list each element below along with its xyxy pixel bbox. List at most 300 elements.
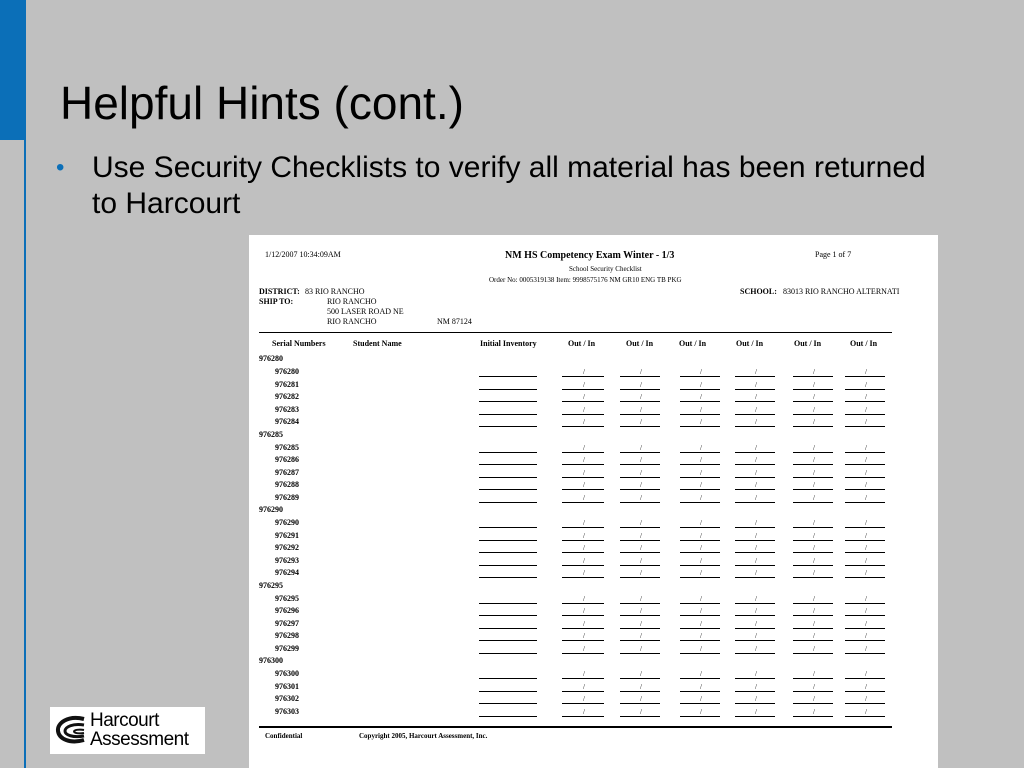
col-out-in-5: Out / In [794,339,822,348]
out-in-blank [735,481,775,490]
slash-divider: / [583,481,585,489]
out-in-blank [735,594,775,604]
out-in-blank [845,556,885,566]
out-in-blank [793,695,833,704]
slash-divider: / [583,619,585,628]
out-in-blank [793,519,833,528]
slash-divider: / [813,493,815,502]
slash-divider: / [640,405,642,414]
slash-divider: / [813,569,815,577]
table-row [249,468,938,480]
logo-line2: Assessment [90,729,189,750]
out-in-blank [735,493,775,503]
slash-divider: / [640,380,642,389]
slash-divider: / [755,481,757,489]
slash-divider: / [865,670,867,678]
out-in-blank [793,619,833,629]
slash-divider: / [640,607,642,615]
out-in-blank [845,594,885,604]
doc-footer-copyright: Copyright 2005, Harcourt Assessment, Inc. [359,732,488,740]
out-in-blank [620,707,660,717]
table-row [249,644,938,656]
doc-subtitle: School Security Checklist [569,265,642,273]
out-in-blank [680,418,720,427]
slash-divider: / [583,531,585,540]
slash-divider: / [813,393,815,401]
col-out-in-6: Out / In [850,339,878,348]
out-in-blank [680,380,720,390]
slash-divider: / [640,619,642,628]
slash-divider: / [865,544,867,552]
slash-divider: / [865,368,867,376]
slash-divider: / [700,670,702,678]
table-row [249,543,938,555]
slash-divider: / [640,481,642,489]
doc-timestamp: 1/12/2007 10:34:09AM [265,250,341,259]
serial-number: 976302 [275,694,299,703]
initial-inventory-blank [479,464,537,465]
slash-divider: / [813,418,815,426]
out-in-blank [620,468,660,478]
slash-divider: / [755,619,757,628]
harcourt-logo [50,707,205,754]
slash-divider: / [583,594,585,603]
col-out-in-2: Out / In [626,339,654,348]
slash-divider: / [640,682,642,691]
slash-divider: / [755,405,757,414]
doc-header-rule [259,332,892,333]
out-in-blank [620,380,660,390]
col-initial-inventory: Initial Inventory [480,339,537,348]
out-in-blank [793,556,833,566]
slash-divider: / [583,682,585,691]
slash-divider: / [755,632,757,640]
out-in-blank [562,531,604,541]
slash-divider: / [755,544,757,552]
table-row [249,405,938,417]
serial-number: 976288 [275,480,299,489]
slash-divider: / [700,556,702,565]
out-in-blank [562,456,604,465]
slash-divider: / [755,644,757,653]
out-in-blank [680,682,720,692]
slash-divider: / [865,380,867,389]
table-row [249,443,938,455]
out-in-blank [620,493,660,503]
serial-group-label: 976285 [259,429,283,439]
col-serial-numbers: Serial Numbers [272,339,326,348]
table-row [249,380,938,392]
out-in-blank [845,544,885,553]
serial-number: 976286 [275,455,299,464]
serial-number: 976290 [275,518,299,527]
slash-divider: / [813,519,815,527]
slash-divider: / [865,393,867,401]
out-in-blank [620,670,660,679]
initial-inventory-blank [479,452,537,453]
out-in-blank [735,443,775,453]
slash-divider: / [583,380,585,389]
slash-divider: / [865,519,867,527]
out-in-blank [680,556,720,566]
doc-school-label: SCHOOL: [740,287,777,296]
serial-group-label: 976280 [259,354,283,363]
out-in-blank [845,632,885,641]
slash-divider: / [700,443,702,452]
doc-page-number: Page 1 of 7 [815,250,852,259]
table-row [249,531,938,543]
slash-divider: / [865,594,867,603]
slash-divider: / [755,556,757,565]
slash-divider: / [865,531,867,540]
out-in-blank [735,707,775,717]
slash-divider: / [865,456,867,464]
initial-inventory-blank [479,565,537,566]
out-in-blank [562,707,604,717]
slash-divider: / [755,569,757,577]
slash-divider: / [583,607,585,615]
serial-group-label: 976290 [259,505,283,514]
serial-number: 976297 [275,618,299,628]
doc-district-value: 83 RIO RANCHO [305,287,365,296]
slash-divider: / [865,682,867,691]
out-in-blank [793,544,833,553]
slash-divider: / [813,380,815,389]
out-in-blank [735,468,775,478]
out-in-blank [562,556,604,566]
out-in-blank [793,481,833,490]
out-in-blank [793,569,833,578]
slash-divider: / [700,481,702,489]
initial-inventory-blank [479,401,537,402]
serial-group-label: 976295 [259,580,283,590]
table-row [249,707,938,719]
slash-divider: / [583,456,585,464]
slash-divider: / [755,418,757,426]
out-in-blank [735,418,775,427]
out-in-blank [793,594,833,604]
slash-divider: / [640,468,642,477]
slash-divider: / [640,519,642,527]
slash-divider: / [583,493,585,502]
slash-divider: / [640,707,642,716]
out-in-blank [620,644,660,654]
initial-inventory-blank [479,577,537,578]
doc-ship-state-zip: NM 87124 [437,317,472,326]
initial-inventory-blank [479,678,537,679]
slash-divider: / [583,707,585,716]
col-out-in-1: Out / In [568,339,596,348]
slash-divider: / [583,393,585,401]
out-in-blank [845,531,885,541]
out-in-blank [735,456,775,465]
slash-divider: / [813,368,815,376]
initial-inventory-blank [479,426,537,427]
accent-bar [0,0,24,140]
slash-divider: / [865,695,867,703]
initial-inventory-blank [479,414,537,415]
serial-number: 976294 [275,568,299,577]
out-in-blank [735,405,775,415]
out-in-blank [845,468,885,478]
slash-divider: / [813,468,815,477]
out-in-blank [562,632,604,641]
out-in-blank [620,418,660,427]
out-in-blank [680,619,720,629]
out-in-blank [793,493,833,503]
table-row [249,480,938,492]
out-in-blank [735,380,775,390]
table-row [249,619,938,631]
slash-divider: / [865,481,867,489]
slash-divider: / [640,670,642,678]
serial-number: 976298 [275,631,299,640]
serial-number: 976293 [275,555,299,565]
out-in-blank [680,695,720,704]
col-student-name: Student Name [353,339,402,348]
out-in-blank [845,405,885,415]
out-in-blank [735,670,775,679]
doc-district-label: DISTRICT: [259,287,300,296]
slash-divider: / [700,644,702,653]
out-in-blank [620,368,660,377]
initial-inventory-blank [479,703,537,704]
out-in-blank [562,368,604,377]
accent-line [24,0,26,768]
out-in-blank [845,619,885,629]
slash-divider: / [813,531,815,540]
out-in-blank [793,682,833,692]
serial-number: 976299 [275,643,299,653]
initial-inventory-blank [479,691,537,692]
initial-inventory-blank [479,653,537,654]
slash-divider: / [865,644,867,653]
out-in-blank [680,443,720,453]
slash-divider: / [583,368,585,376]
out-in-blank [793,405,833,415]
slide-title: Helpful Hints (cont.) [60,77,464,129]
slash-divider: / [865,707,867,716]
slash-divider: / [755,443,757,452]
out-in-blank [845,670,885,679]
logo-text [90,711,188,749]
slash-divider: / [755,682,757,691]
slash-divider: / [700,544,702,552]
slash-divider: / [700,594,702,603]
table-row [249,417,938,429]
out-in-blank [793,418,833,427]
out-in-blank [845,695,885,704]
slash-divider: / [813,456,815,464]
out-in-blank [562,481,604,490]
out-in-blank [845,418,885,427]
slash-divider: / [700,368,702,376]
slash-divider: / [865,443,867,452]
slash-divider: / [640,393,642,401]
slash-divider: / [813,682,815,691]
out-in-blank [845,519,885,528]
slash-divider: / [700,619,702,628]
initial-inventory-blank [479,376,537,377]
out-in-blank [680,481,720,490]
slash-divider: / [700,418,702,426]
table-row [249,367,938,379]
slash-divider: / [865,418,867,426]
table-row [249,669,938,681]
out-in-blank [793,368,833,377]
out-in-blank [680,632,720,641]
out-in-blank [793,443,833,453]
bullet-text: Use Security Checklists to verify all material has been returned to Harcourt [92,151,926,220]
out-in-blank [680,607,720,616]
out-in-blank [735,682,775,692]
out-in-blank [793,644,833,654]
table-row [249,606,938,618]
slash-divider: / [755,607,757,615]
serial-number: 976283 [275,404,299,414]
initial-inventory-blank [479,552,537,553]
slash-divider: / [755,393,757,401]
slash-divider: / [700,519,702,527]
out-in-blank [620,531,660,541]
slash-divider: / [700,405,702,414]
initial-inventory-blank [479,603,537,604]
serial-number: 976281 [275,379,299,389]
table-row [249,682,938,694]
serial-number: 976289 [275,492,299,502]
slash-divider: / [865,493,867,502]
slash-divider: / [700,569,702,577]
slash-divider: / [583,695,585,703]
slash-divider: / [865,569,867,577]
initial-inventory-blank [479,502,537,503]
out-in-blank [845,644,885,654]
out-in-blank [620,594,660,604]
slash-divider: / [583,556,585,565]
out-in-blank [620,456,660,465]
out-in-blank [680,594,720,604]
out-in-blank [793,531,833,541]
initial-inventory-blank [479,389,537,390]
out-in-blank [845,481,885,490]
out-in-blank [562,644,604,654]
serial-group-label: 976300 [259,656,283,665]
slash-divider: / [755,468,757,477]
slash-divider: / [865,405,867,414]
slash-divider: / [755,695,757,703]
slash-divider: / [583,632,585,640]
out-in-blank [793,380,833,390]
slash-divider: / [700,380,702,389]
slash-divider: / [583,443,585,452]
slash-divider: / [700,707,702,716]
out-in-blank [680,468,720,478]
harcourt-swirl-icon [54,713,88,747]
slash-divider: / [640,556,642,565]
out-in-blank [735,695,775,704]
out-in-blank [680,544,720,553]
out-in-blank [793,707,833,717]
out-in-blank [845,707,885,717]
out-in-blank [735,644,775,654]
serial-number: 976285 [275,442,299,452]
doc-ship-line2: 500 LASER ROAD NE [327,307,404,316]
slash-divider: / [700,632,702,640]
out-in-blank [845,682,885,692]
serial-number: 976284 [275,417,299,426]
out-in-blank [735,531,775,541]
slash-divider: / [583,519,585,527]
slash-divider: / [700,531,702,540]
slash-divider: / [755,380,757,389]
out-in-blank [735,632,775,641]
slash-divider: / [755,594,757,603]
out-in-blank [562,380,604,390]
slash-divider: / [640,644,642,653]
slash-divider: / [755,531,757,540]
slash-divider: / [755,493,757,502]
out-in-blank [562,695,604,704]
table-row [249,493,938,505]
out-in-blank [680,519,720,528]
slash-divider: / [700,695,702,703]
slash-divider: / [865,619,867,628]
out-in-blank [620,544,660,553]
out-in-blank [620,607,660,616]
out-in-blank [680,569,720,578]
out-in-blank [620,556,660,566]
slash-divider: / [640,695,642,703]
out-in-blank [680,393,720,402]
out-in-blank [845,493,885,503]
slash-divider: / [813,619,815,628]
out-in-blank [793,393,833,402]
slash-divider: / [813,707,815,716]
out-in-blank [735,368,775,377]
slash-divider: / [640,418,642,426]
out-in-blank [562,405,604,415]
out-in-blank [680,493,720,503]
out-in-blank [562,468,604,478]
initial-inventory-blank [479,540,537,541]
out-in-blank [845,443,885,453]
bullet-dot-icon: • [56,154,65,181]
table-row [249,556,938,568]
doc-ship-line1: RIO RANCHO [327,297,377,306]
slash-divider: / [755,707,757,716]
out-in-blank [735,569,775,578]
table-row [249,568,938,580]
slash-divider: / [640,493,642,502]
slash-divider: / [700,493,702,502]
initial-inventory-blank [479,640,537,641]
out-in-blank [793,632,833,641]
slash-divider: / [640,632,642,640]
out-in-blank [562,519,604,528]
initial-inventory-blank [479,628,537,629]
slash-divider: / [583,418,585,426]
out-in-blank [680,644,720,654]
table-row [249,518,938,530]
out-in-blank [680,405,720,415]
out-in-blank [620,519,660,528]
slash-divider: / [813,443,815,452]
slash-divider: / [865,632,867,640]
slash-divider: / [813,405,815,414]
doc-order-line: Order No: 0005319138 Item: 9998575176 NM GR10 ENG TB PKG [489,276,682,284]
slash-divider: / [865,468,867,477]
slash-divider: / [755,456,757,464]
